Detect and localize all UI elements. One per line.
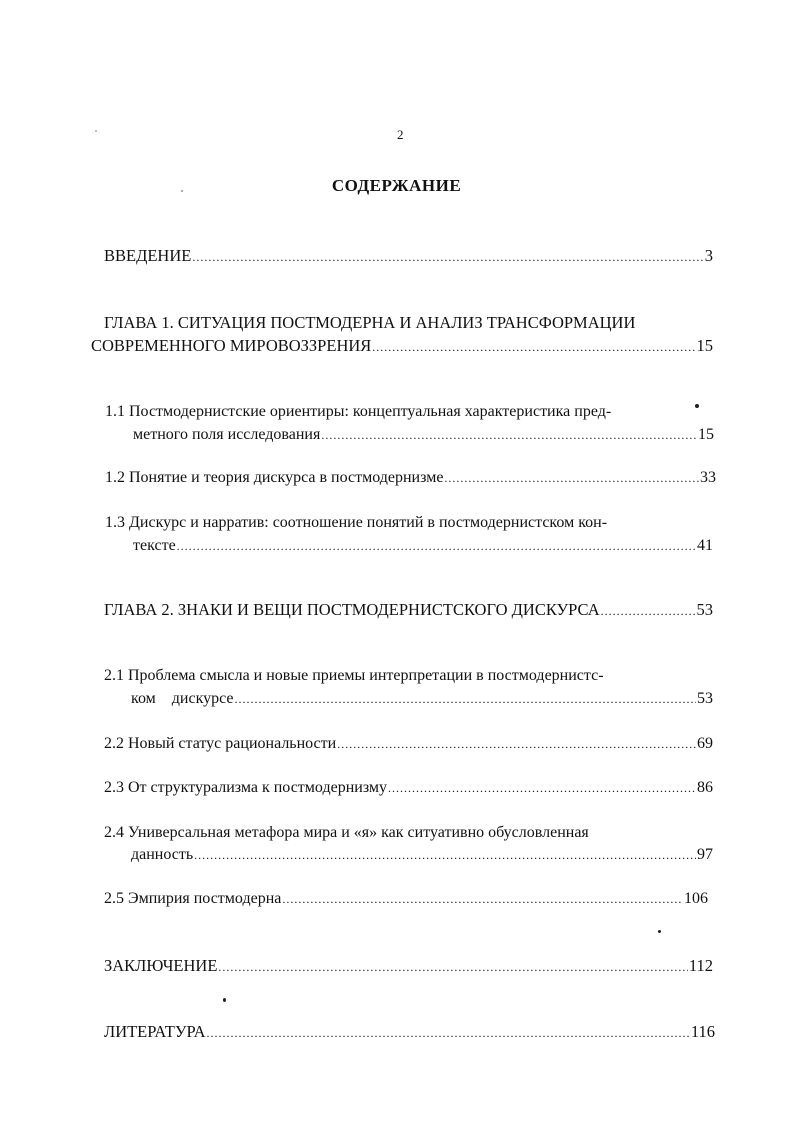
- toc-page: 106: [684, 890, 708, 907]
- toc-page: 86: [697, 779, 713, 796]
- toc-label: 1.2 Понятие и теория дискурса в постмодернизме: [105, 469, 444, 486]
- toc-page: 69: [697, 735, 713, 752]
- toc-label: ВВЕДЕНИЕ: [104, 246, 192, 265]
- leader-dots: [372, 337, 695, 357]
- scan-speck: [695, 404, 699, 408]
- page-title: СОДЕРЖАНИЕ: [331, 176, 462, 195]
- leader-dots: [388, 778, 696, 798]
- leader-dots: [282, 889, 683, 909]
- toc-page: 112: [688, 956, 713, 975]
- toc-label: ком дискурсе: [131, 690, 234, 707]
- toc-entry-ch1-line1[interactable]: ГЛАВА 1. СИТУАЦИЯ ПОСТМОДЕРНА И АНАЛИЗ ТРАНСФОРМАЦИИ: [104, 313, 636, 332]
- leader-dots: [444, 468, 699, 488]
- toc-entry-s1-2[interactable]: [105, 468, 716, 488]
- toc-label: метного поля исследования: [133, 426, 321, 443]
- toc-page: 3: [704, 246, 713, 265]
- toc-entry-ch2[interactable]: [104, 600, 713, 621]
- leader-dots: [177, 536, 696, 556]
- toc-label: 2.2 Новый статус рациональности: [104, 735, 337, 752]
- toc-entry-s2-1-line1[interactable]: 2.1 Проблема смысла и новые приемы интерпретации в постмодернистс-: [104, 667, 604, 684]
- toc-label: ЛИТЕРАТУРА: [104, 1022, 206, 1041]
- toc-label: СОВРЕМЕННОГО МИРОВОЗЗРЕНИЯ: [91, 336, 372, 355]
- toc-entry-conclusion[interactable]: [104, 956, 713, 977]
- toc-entry-s1-1-line1[interactable]: 1.1 Постмодернистские ориентиры: концептуальная характеристика пред-: [105, 403, 612, 420]
- toc-entry-s2-4[interactable]: [131, 845, 713, 865]
- toc-page: 97: [697, 846, 713, 863]
- toc-page: 41: [697, 537, 713, 554]
- leader-dots: [218, 957, 687, 977]
- toc-label: 2.3 От структурализма к постмодернизму: [104, 779, 388, 796]
- toc-label: данность: [131, 846, 194, 863]
- toc-entry-literature[interactable]: [104, 1022, 715, 1043]
- toc-entry-s1-3-line1[interactable]: 1.3 Дискурс и нарратив: соотношение понятий в постмодернистском кон-: [105, 514, 608, 531]
- toc-entry-s1-3[interactable]: [133, 536, 713, 556]
- toc-label: 2.5 Эмпирия постмодерна: [104, 890, 282, 907]
- leader-dots: [192, 247, 703, 267]
- toc-entry-s2-4-line1[interactable]: 2.4 Универсальная метафора мира и «я» как ситуативно обусловленная: [104, 824, 589, 841]
- leader-dots: [235, 689, 696, 709]
- toc-label: тексте: [133, 537, 176, 554]
- toc-page: 53: [696, 600, 713, 619]
- toc-entry-s2-2[interactable]: [104, 734, 713, 754]
- scan-speck: [223, 998, 226, 1002]
- toc-label: ЗАКЛЮЧЕНИЕ: [104, 956, 218, 975]
- toc-page: 53: [697, 690, 713, 707]
- page-number: 2: [397, 127, 404, 142]
- scan-speck: [181, 190, 183, 192]
- scan-speck: [658, 930, 661, 933]
- toc-entry-intro[interactable]: [104, 246, 713, 267]
- toc-page: 15: [698, 426, 714, 443]
- toc-entry-s2-3[interactable]: [104, 778, 713, 798]
- leader-dots: [321, 425, 697, 445]
- toc-entry-ch1[interactable]: [91, 336, 713, 357]
- leader-dots: [601, 601, 696, 621]
- leader-dots: [207, 1023, 690, 1043]
- leader-dots: [194, 845, 696, 865]
- toc-page: 33: [700, 469, 716, 486]
- toc-page: 116: [690, 1022, 715, 1041]
- toc-entry-s2-5[interactable]: [104, 889, 708, 909]
- toc-page: 15: [696, 336, 713, 355]
- leader-dots: [337, 734, 696, 754]
- toc-entry-s2-1[interactable]: [131, 689, 713, 709]
- scan-speck: [95, 130, 97, 132]
- toc-label: ГЛАВА 2. ЗНАКИ И ВЕЩИ ПОСТМОДЕРНИСТСКОГО ДИСКУРСА: [104, 600, 600, 619]
- toc-entry-s1-1[interactable]: [133, 425, 714, 445]
